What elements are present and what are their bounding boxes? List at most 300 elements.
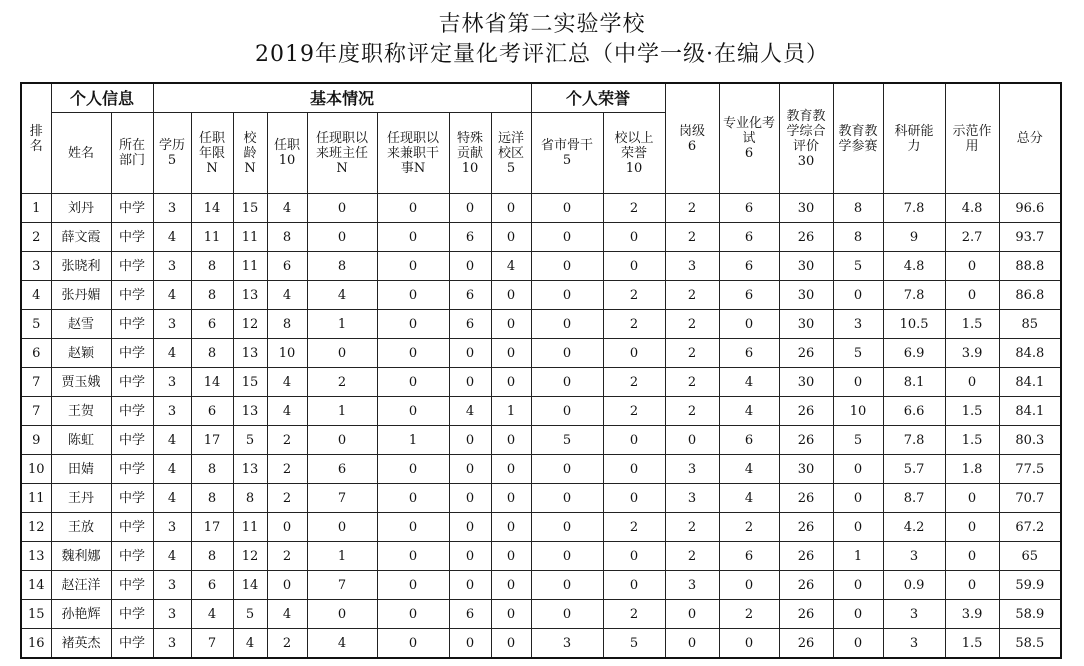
table-cell: 3 xyxy=(153,571,191,600)
table-cell: 中学 xyxy=(111,455,153,484)
table-cell: 赵颖 xyxy=(51,339,111,368)
table-cell: 2 xyxy=(665,223,719,252)
table-cell: 1 xyxy=(307,310,377,339)
table-cell: 4 xyxy=(153,339,191,368)
table-cell: 3 xyxy=(153,252,191,281)
table-cell: 陈虹 xyxy=(51,426,111,455)
table-cell: 0 xyxy=(377,397,449,426)
table-cell: 6.6 xyxy=(883,397,945,426)
table-cell: 65 xyxy=(999,542,1061,571)
table-cell: 0 xyxy=(833,281,883,310)
table-cell: 张晓利 xyxy=(51,252,111,281)
table-cell: 26 xyxy=(779,571,833,600)
table-cell: 6 xyxy=(719,542,779,571)
table-cell: 30 xyxy=(779,281,833,310)
table-cell: 中学 xyxy=(111,223,153,252)
header-post-level: 岗级 6 xyxy=(665,83,719,194)
table-cell: 3 xyxy=(531,629,603,659)
table-cell: 4 xyxy=(449,397,491,426)
table-cell: 2 xyxy=(603,513,665,542)
table-cell: 贾玉娥 xyxy=(51,368,111,397)
table-cell: 4.2 xyxy=(883,513,945,542)
table-cell: 中学 xyxy=(111,281,153,310)
table-cell: 15 xyxy=(21,600,51,629)
table-cell: 0 xyxy=(449,571,491,600)
table-body xyxy=(21,194,1061,659)
table-cell: 6 xyxy=(191,310,233,339)
table-cell: 2 xyxy=(665,513,719,542)
table-cell: 2 xyxy=(267,629,307,659)
table-cell: 30 xyxy=(779,252,833,281)
table-cell: 84.1 xyxy=(999,368,1061,397)
table-cell: 4 xyxy=(233,629,267,659)
table-cell: 3 xyxy=(883,600,945,629)
table-cell: 0 xyxy=(531,484,603,513)
table-cell: 8 xyxy=(833,194,883,223)
table-cell: 4 xyxy=(153,542,191,571)
table-row xyxy=(21,281,1061,310)
table-cell: 0 xyxy=(531,252,603,281)
table-cell: 14 xyxy=(191,368,233,397)
table-cell: 0 xyxy=(665,600,719,629)
table-cell: 3 xyxy=(153,600,191,629)
table-cell: 4.8 xyxy=(945,194,999,223)
table-cell: 13 xyxy=(233,455,267,484)
table-row xyxy=(21,484,1061,513)
table-cell: 0 xyxy=(491,542,531,571)
table-cell: 0 xyxy=(449,455,491,484)
table-cell: 11 xyxy=(233,223,267,252)
table-cell: 8 xyxy=(267,223,307,252)
table-cell: 10 xyxy=(833,397,883,426)
table-cell: 0 xyxy=(603,426,665,455)
table-cell: 0 xyxy=(307,600,377,629)
table-cell: 0 xyxy=(833,368,883,397)
table-cell: 王贺 xyxy=(51,397,111,426)
table-cell: 12 xyxy=(233,310,267,339)
table-cell: 5.7 xyxy=(883,455,945,484)
table-cell: 6 xyxy=(719,339,779,368)
table-cell: 6 xyxy=(719,426,779,455)
table-cell: 6 xyxy=(191,397,233,426)
table-cell: 1 xyxy=(491,397,531,426)
table-cell: 11 xyxy=(191,223,233,252)
header-rank: 排 名 xyxy=(21,83,51,194)
table-cell: 0 xyxy=(833,629,883,659)
table-cell: 0 xyxy=(491,455,531,484)
table-cell: 30 xyxy=(779,194,833,223)
table-cell: 96.6 xyxy=(999,194,1061,223)
table-cell: 0 xyxy=(833,600,883,629)
table-cell: 9 xyxy=(21,426,51,455)
table-cell: 10.5 xyxy=(883,310,945,339)
table-cell: 8 xyxy=(191,484,233,513)
table-cell: 6 xyxy=(449,223,491,252)
table-cell: 4 xyxy=(719,455,779,484)
table-cell: 2 xyxy=(665,368,719,397)
table-cell: 3 xyxy=(153,513,191,542)
table-cell: 中学 xyxy=(111,397,153,426)
table-cell: 0 xyxy=(719,310,779,339)
table-cell: 0 xyxy=(377,194,449,223)
table-cell: 8 xyxy=(191,252,233,281)
table-cell: 7 xyxy=(307,571,377,600)
table-cell: 薛文霞 xyxy=(51,223,111,252)
table-cell: 赵雪 xyxy=(51,310,111,339)
table-cell: 59.9 xyxy=(999,571,1061,600)
table-cell: 14 xyxy=(21,571,51,600)
table-cell: 4 xyxy=(153,484,191,513)
table-cell: 70.7 xyxy=(999,484,1061,513)
table-cell: 7 xyxy=(191,629,233,659)
table-cell: 0 xyxy=(377,223,449,252)
table-cell: 4 xyxy=(153,455,191,484)
table-cell: 张丹媚 xyxy=(51,281,111,310)
table-cell: 0 xyxy=(449,426,491,455)
table-cell: 0 xyxy=(449,513,491,542)
table-cell: 13 xyxy=(21,542,51,571)
table-cell: 1 xyxy=(307,542,377,571)
table-cell: 赵汪洋 xyxy=(51,571,111,600)
table-row xyxy=(21,223,1061,252)
table-cell: 1.5 xyxy=(945,397,999,426)
table-cell: 0 xyxy=(603,571,665,600)
table-cell: 8.1 xyxy=(883,368,945,397)
table-cell: 0 xyxy=(449,484,491,513)
table-cell: 2 xyxy=(665,542,719,571)
table-cell: 6 xyxy=(449,600,491,629)
table-cell: 0 xyxy=(491,339,531,368)
table-cell: 0 xyxy=(945,484,999,513)
table-cell: 0 xyxy=(307,194,377,223)
table-cell: 0 xyxy=(833,571,883,600)
table-row xyxy=(21,252,1061,281)
table-cell: 3 xyxy=(665,484,719,513)
table-cell: 0 xyxy=(945,368,999,397)
table-cell: 93.7 xyxy=(999,223,1061,252)
table-cell: 中学 xyxy=(111,629,153,659)
table-cell: 11 xyxy=(233,513,267,542)
table-cell: 0 xyxy=(945,542,999,571)
table-cell: 1.5 xyxy=(945,426,999,455)
table-cell: 8 xyxy=(191,339,233,368)
table-cell: 26 xyxy=(779,339,833,368)
table-cell: 0 xyxy=(377,542,449,571)
table-cell: 5 xyxy=(233,426,267,455)
table-cell: 26 xyxy=(779,542,833,571)
table-cell: 2 xyxy=(21,223,51,252)
table-cell: 中学 xyxy=(111,368,153,397)
table-row xyxy=(21,397,1061,426)
table-cell: 0 xyxy=(449,339,491,368)
table-cell: 中学 xyxy=(111,571,153,600)
table-cell: 26 xyxy=(779,426,833,455)
table-cell: 58.5 xyxy=(999,629,1061,659)
table-cell: 田婧 xyxy=(51,455,111,484)
table-cell: 0 xyxy=(603,455,665,484)
table-cell: 10 xyxy=(21,455,51,484)
table-cell: 3 xyxy=(153,368,191,397)
group-honors: 个人荣誉 xyxy=(531,83,665,113)
table-cell: 4 xyxy=(191,600,233,629)
table-cell: 4 xyxy=(267,281,307,310)
table-cell: 2 xyxy=(603,397,665,426)
table-cell: 6 xyxy=(719,223,779,252)
table-cell: 7.8 xyxy=(883,281,945,310)
table-cell: 0 xyxy=(603,252,665,281)
table-cell: 褚英杰 xyxy=(51,629,111,659)
header-teaching-contest: 教育教 学参赛 xyxy=(833,83,883,194)
table-cell: 2 xyxy=(603,600,665,629)
table-cell: 中学 xyxy=(111,194,153,223)
table-cell: 12 xyxy=(233,542,267,571)
table-cell: 0 xyxy=(267,571,307,600)
header-part-time: 任现职以 来兼职干 事N xyxy=(377,113,449,194)
table-cell: 2 xyxy=(603,310,665,339)
table-cell: 0 xyxy=(491,600,531,629)
table-cell: 30 xyxy=(779,310,833,339)
table-cell: 中学 xyxy=(111,542,153,571)
table-cell: 2 xyxy=(267,542,307,571)
table-cell: 0 xyxy=(377,252,449,281)
table-cell: 1.5 xyxy=(945,629,999,659)
table-cell: 0 xyxy=(491,281,531,310)
table-cell: 84.8 xyxy=(999,339,1061,368)
table-cell: 5 xyxy=(833,339,883,368)
summary-table xyxy=(20,82,1062,659)
table-cell: 0 xyxy=(377,600,449,629)
table-cell: 0 xyxy=(531,600,603,629)
table-cell: 2 xyxy=(603,368,665,397)
table-cell: 2 xyxy=(665,397,719,426)
table-cell: 0 xyxy=(491,513,531,542)
table-cell: 0 xyxy=(603,339,665,368)
table-cell: 2 xyxy=(307,368,377,397)
table-cell: 0 xyxy=(531,310,603,339)
group-personal-info: 个人信息 xyxy=(51,83,153,113)
table-cell: 2 xyxy=(603,281,665,310)
header-remote: 远洋 校区 5 xyxy=(491,113,531,194)
table-cell: 4 xyxy=(267,368,307,397)
table-cell: 8 xyxy=(307,252,377,281)
header-name: 姓名 xyxy=(51,113,111,194)
table-cell: 3 xyxy=(833,310,883,339)
table-cell: 8 xyxy=(191,281,233,310)
table-cell: 67.2 xyxy=(999,513,1061,542)
table-cell: 0 xyxy=(491,571,531,600)
table-cell: 4 xyxy=(719,484,779,513)
table-cell: 5 xyxy=(531,426,603,455)
table-cell: 1.8 xyxy=(945,455,999,484)
table-cell: 0 xyxy=(491,426,531,455)
header-dept: 所在 部门 xyxy=(111,113,153,194)
header-specialization: 专业化考 试 6 xyxy=(719,83,779,194)
table-cell: 4 xyxy=(491,252,531,281)
table-cell: 0 xyxy=(491,310,531,339)
table-cell: 16 xyxy=(21,629,51,659)
table-cell: 魏利娜 xyxy=(51,542,111,571)
table-cell: 5 xyxy=(833,252,883,281)
table-cell: 中学 xyxy=(111,513,153,542)
table-cell: 0 xyxy=(449,542,491,571)
table-cell: 0 xyxy=(491,223,531,252)
table-cell: 15 xyxy=(233,368,267,397)
table-cell: 王放 xyxy=(51,513,111,542)
table-cell: 2 xyxy=(665,194,719,223)
table-row xyxy=(21,571,1061,600)
table-cell: 7 xyxy=(21,397,51,426)
table-cell: 0 xyxy=(531,194,603,223)
table-cell: 4 xyxy=(267,397,307,426)
header-position: 任职 10 xyxy=(267,113,307,194)
header-city-key: 省市骨干 5 xyxy=(531,113,603,194)
table-cell: 4 xyxy=(307,281,377,310)
table-cell: 0 xyxy=(665,629,719,659)
table-cell: 0 xyxy=(603,484,665,513)
table-cell: 6 xyxy=(719,281,779,310)
table-cell: 3 xyxy=(153,194,191,223)
table-cell: 10 xyxy=(267,339,307,368)
table-cell: 6 xyxy=(719,252,779,281)
table-cell: 4 xyxy=(153,426,191,455)
header-edu: 学历 5 xyxy=(153,113,191,194)
table-cell: 中学 xyxy=(111,310,153,339)
table-cell: 中学 xyxy=(111,600,153,629)
table-cell: 7 xyxy=(21,368,51,397)
table-cell: 7 xyxy=(307,484,377,513)
table-cell: 0 xyxy=(449,629,491,659)
table-cell: 1 xyxy=(21,194,51,223)
table-cell: 1 xyxy=(833,542,883,571)
header-head-teacher: 任现职以 来班主任 N xyxy=(307,113,377,194)
table-row xyxy=(21,310,1061,339)
table-cell: 9 xyxy=(883,223,945,252)
table-cell: 0 xyxy=(267,513,307,542)
table-cell: 17 xyxy=(191,426,233,455)
table-cell: 1.5 xyxy=(945,310,999,339)
table-cell: 6 xyxy=(267,252,307,281)
table-cell: 58.9 xyxy=(999,600,1061,629)
table-cell: 0 xyxy=(377,310,449,339)
table-cell: 中学 xyxy=(111,339,153,368)
table-cell: 3 xyxy=(883,629,945,659)
table-cell: 0 xyxy=(945,252,999,281)
table-cell: 4 xyxy=(153,281,191,310)
table-cell: 30 xyxy=(779,368,833,397)
table-cell: 1 xyxy=(377,426,449,455)
table-cell: 6 xyxy=(449,281,491,310)
table-cell: 13 xyxy=(233,397,267,426)
table-cell: 0 xyxy=(665,426,719,455)
table-row xyxy=(21,629,1061,659)
table-cell: 26 xyxy=(779,484,833,513)
table-row xyxy=(21,542,1061,571)
table-cell: 0.9 xyxy=(883,571,945,600)
table-cell: 0 xyxy=(307,223,377,252)
table-cell: 11 xyxy=(21,484,51,513)
header-school-honor: 校以上 荣誉 10 xyxy=(603,113,665,194)
table-cell: 2 xyxy=(665,339,719,368)
table-cell: 3 xyxy=(153,629,191,659)
table-cell: 2 xyxy=(267,455,307,484)
table-cell: 4 xyxy=(21,281,51,310)
table-cell: 孙艳辉 xyxy=(51,600,111,629)
table-row xyxy=(21,426,1061,455)
table-cell: 0 xyxy=(531,397,603,426)
header-total: 总分 xyxy=(999,83,1061,194)
table-cell: 8 xyxy=(267,310,307,339)
table-cell: 17 xyxy=(191,513,233,542)
table-cell: 2 xyxy=(603,194,665,223)
table-cell: 0 xyxy=(719,571,779,600)
table-cell: 13 xyxy=(233,339,267,368)
table-cell: 0 xyxy=(449,252,491,281)
table-cell: 2 xyxy=(267,484,307,513)
table-cell: 0 xyxy=(531,339,603,368)
table-cell: 14 xyxy=(233,571,267,600)
table-cell: 6 xyxy=(191,571,233,600)
table-cell: 0 xyxy=(491,368,531,397)
table-cell: 7.8 xyxy=(883,194,945,223)
table-cell: 5 xyxy=(21,310,51,339)
table-cell: 12 xyxy=(21,513,51,542)
table-cell: 30 xyxy=(779,455,833,484)
table-row xyxy=(21,455,1061,484)
table-cell: 0 xyxy=(377,513,449,542)
header-special: 特殊 贡献 10 xyxy=(449,113,491,194)
table-cell: 13 xyxy=(233,281,267,310)
table-cell: 0 xyxy=(531,571,603,600)
table-cell: 0 xyxy=(833,513,883,542)
table-cell: 0 xyxy=(945,281,999,310)
table-cell: 26 xyxy=(779,513,833,542)
table-cell: 26 xyxy=(779,629,833,659)
table-row xyxy=(21,339,1061,368)
table-cell: 0 xyxy=(491,484,531,513)
table-cell: 中学 xyxy=(111,252,153,281)
table-cell: 3 xyxy=(153,310,191,339)
table-cell: 8 xyxy=(191,542,233,571)
table-cell: 0 xyxy=(307,426,377,455)
table-cell: 3 xyxy=(883,542,945,571)
table-cell: 8 xyxy=(833,223,883,252)
table-cell: 0 xyxy=(833,455,883,484)
table-cell: 4 xyxy=(719,397,779,426)
table-cell: 0 xyxy=(719,629,779,659)
table-cell: 0 xyxy=(377,455,449,484)
table-cell: 2 xyxy=(267,426,307,455)
table-cell: 1 xyxy=(307,397,377,426)
table-cell: 0 xyxy=(531,368,603,397)
table-cell: 26 xyxy=(779,397,833,426)
table-cell: 4 xyxy=(267,600,307,629)
table-cell: 4 xyxy=(307,629,377,659)
table-cell: 77.5 xyxy=(999,455,1061,484)
table-cell: 刘丹 xyxy=(51,194,111,223)
table-cell: 3.9 xyxy=(945,600,999,629)
table-cell: 5 xyxy=(603,629,665,659)
document-title: 吉林省第二实验学校 xyxy=(438,12,646,37)
header-research: 科研能 力 xyxy=(883,83,945,194)
table-cell: 8 xyxy=(233,484,267,513)
table-cell: 5 xyxy=(833,426,883,455)
table-cell: 2 xyxy=(665,310,719,339)
table-cell: 0 xyxy=(377,339,449,368)
table-cell: 0 xyxy=(377,281,449,310)
table-cell: 6 xyxy=(449,310,491,339)
header-demo: 示范作 用 xyxy=(945,83,999,194)
table-cell: 6 xyxy=(719,194,779,223)
